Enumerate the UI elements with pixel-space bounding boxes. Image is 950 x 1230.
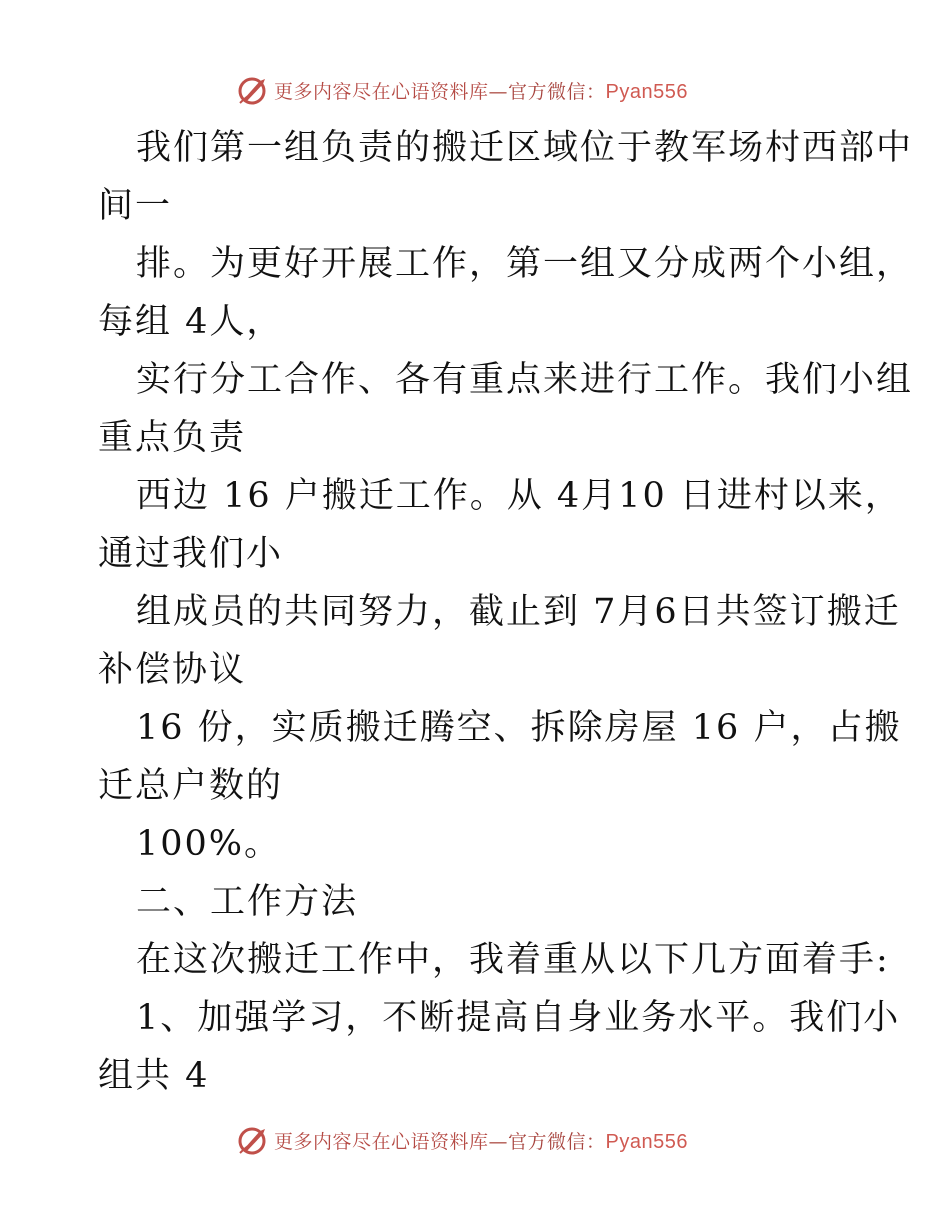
pen-logo-icon (236, 1123, 270, 1157)
body-line: 补偿协议 (98, 650, 247, 690)
watermark-text: 更多内容尽在心语资料库—官方微信：Pyan556 (274, 80, 688, 103)
body-line: 排。为更好开展工作，第一组又分成两个小组， (136, 244, 914, 284)
body-line: 1、加强学习，不断提高自身业务水平。我们小 (136, 998, 901, 1038)
body-line: 组共 4 (98, 1056, 210, 1096)
body-line: 间一 (98, 186, 173, 226)
watermark-banner-bottom (236, 1122, 688, 1158)
watermark-text: 更多内容尽在心语资料库—官方微信：Pyan556 (274, 1130, 688, 1153)
body-line: 组成员的共同努力，截止到 7月6日共签订搬迁 (136, 592, 901, 632)
body-line: 100%。 (136, 824, 282, 864)
body-line: 重点负责 (98, 418, 247, 458)
body-line: 通过我们小 (98, 534, 284, 574)
section-heading: 二、工作方法 (136, 882, 359, 922)
body-line: 16 份，实质搬迁腾空、拆除房屋 16 户，占搬 (136, 708, 902, 748)
body-line: 每组 4人， (98, 302, 284, 342)
body-line: 我们第一组负责的搬迁区域位于教军场村西部中 (136, 128, 914, 168)
body-line: 迁总户数的 (98, 766, 284, 806)
body-line: 西边 16 户搬迁工作。从 4月10 日进村以来， (136, 476, 902, 516)
body-line: 实行分工合作、各有重点来进行工作。我们小组 (136, 360, 914, 400)
body-line: 在这次搬迁工作中，我着重从以下几方面着手: (136, 940, 890, 980)
